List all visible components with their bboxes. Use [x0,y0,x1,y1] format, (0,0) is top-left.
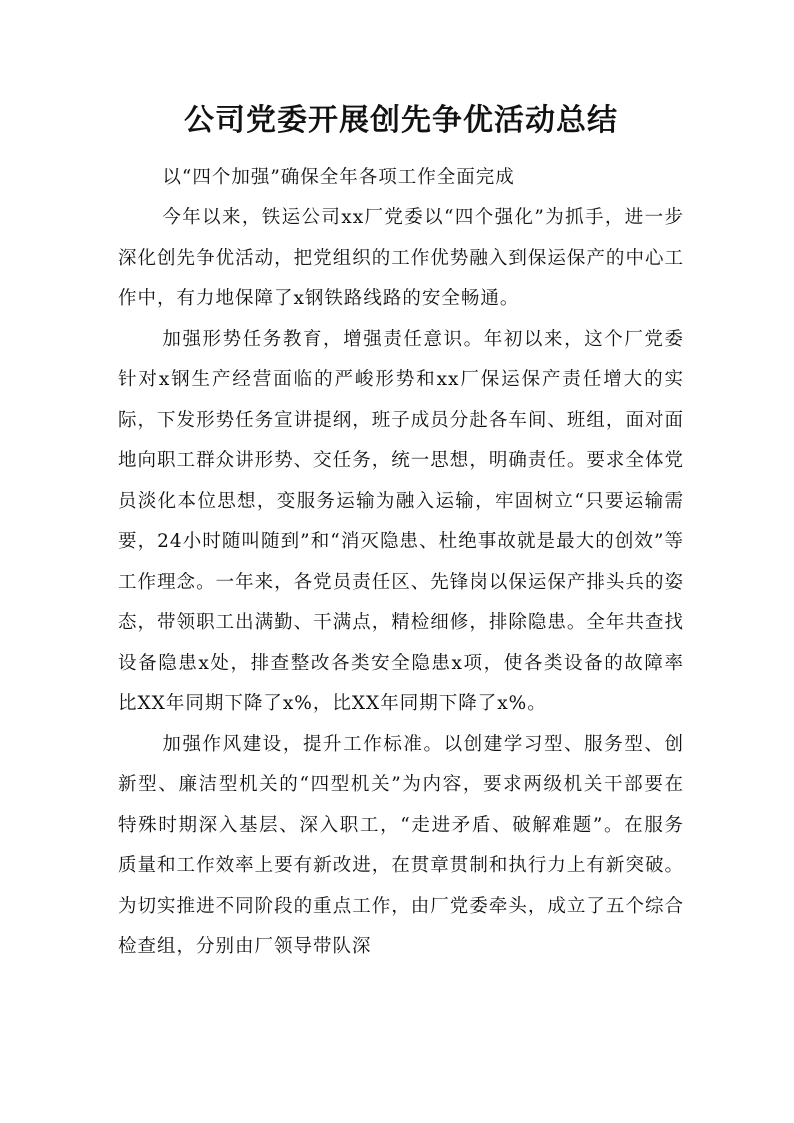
paragraph-intro: 今年以来，铁运公司xx厂党委以“四个强化”为抓手，进一步深化创先争优活动，把党组织的工作优势融入到保运保产的中心工作中，有力地保障了x钢铁路线路的安全畅通。 [118,207,684,309]
paragraph-work-style: 加强作风建设，提升工作标准。以创建学习型、服务型、创新型、廉洁型机关的“四型机关”为内容，要求两级机关干部要在特殊时期深入基层、深入职工，“走进矛盾、破解难题”。在服务质量和工作效率上要有新改进，在贯章贯制和执行力上有新突破。为切实推进不同阶段的重点工作，由厂党委牵头，成立了五个综合检查组，分别由厂领导带队深 [118,733,684,957]
document-title: 公司党委开展创先争优活动总结 [184,103,618,138]
document-subtitle: 以“四个加强”确保全年各项工作全面完成 [162,167,515,188]
paragraph-education: 加强形势任务教育，增强责任意识。年初以来，这个厂党委针对x钢生产经营面临的严峻形势和xx厂保运保产责任增大的实际，下发形势任务宣讲提纲，班子成员分赴各车间、班组，面对面地向职工群众讲形势、交任务，统一思想，明确责任。要求全体党员淡化本位思想，变服务运输为融入运输，牢固树立“只要运输需要，24小时随叫随到”和“消灭隐患、杜绝事故就是最大的创效”等工作理念。一年来，各党员责任区、先锋岗以保运保产排头兵的姿态，带领职工出满勤、干满点，精检细修，排除隐患。全年共查找设备隐患x处，排查整改各类安全隐患x项，使各类设备的故障率比XX年同期下降了x%，比XX年同期下降了x%。 [118,328,684,714]
